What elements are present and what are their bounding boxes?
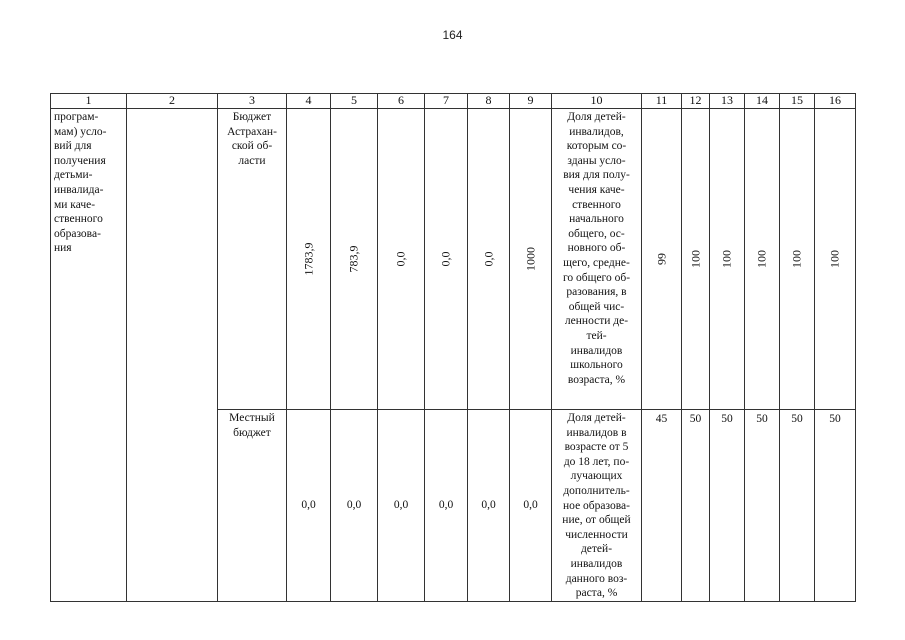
indicator-line: чения каче-	[568, 183, 625, 196]
funding-value-cell	[468, 109, 510, 410]
target-value-cell	[682, 410, 710, 602]
target-value: 45	[655, 413, 668, 425]
funding-value-cell	[510, 109, 552, 410]
measure-text-line: инвалида-	[54, 183, 104, 196]
indicator-line: которым со-	[566, 140, 627, 153]
measure-text-line: ственного	[54, 213, 103, 226]
column-header: 12	[682, 94, 710, 109]
target-value-cell	[745, 109, 780, 410]
table-row-regional-budget	[51, 109, 856, 410]
column-header: 14	[745, 94, 780, 109]
indicator-line: инвалидов	[570, 557, 623, 570]
target-value: 100	[688, 250, 703, 268]
target-value-cell	[780, 410, 815, 602]
measure-text-line: детьми-	[54, 169, 93, 182]
measure-text-line: вий для	[54, 140, 92, 153]
funding-value: 0,0	[438, 499, 454, 512]
indicator-line: инвалидов в	[566, 426, 627, 439]
funding-value-cell	[331, 109, 378, 410]
indicator-line: инвалидов	[570, 344, 623, 357]
column-header: 1	[51, 94, 127, 109]
column-number-row	[51, 94, 856, 109]
indicator-line: го общего об-	[562, 271, 631, 284]
column-header: 16	[815, 94, 856, 109]
funding-value-cell	[425, 410, 468, 602]
indicator-line: Доля детей-	[567, 412, 626, 424]
funding-source-cell	[218, 410, 287, 602]
funding-value: 1000	[523, 247, 538, 271]
measure-text-line: ния	[54, 242, 72, 255]
indicator-line: новного об-	[567, 242, 626, 255]
target-value: 50	[689, 413, 702, 425]
target-value-cell	[710, 109, 745, 410]
column-header: 11	[642, 94, 682, 109]
funding-source-line: ской об-	[231, 140, 273, 153]
column-header: 4	[287, 94, 331, 109]
column-header: 7	[425, 94, 468, 109]
column-header: 15	[780, 94, 815, 109]
indicator-line: ние, от общей	[562, 514, 631, 527]
indicator-line: щего, средне-	[563, 256, 630, 269]
funding-value-cell	[468, 410, 510, 602]
indicator-line: детей-	[580, 543, 613, 556]
funding-value: 0,0	[481, 251, 496, 267]
target-value-cell	[682, 109, 710, 410]
indicator-line: инвалидов,	[569, 125, 624, 138]
funding-source-cell	[218, 109, 287, 410]
funding-value-cell	[425, 109, 468, 410]
indicator-line: зданы усло-	[567, 154, 626, 167]
funding-value: 0,0	[301, 499, 316, 512]
target-value: 50	[756, 413, 768, 425]
funding-source-line: Бюджет	[232, 111, 272, 123]
indicator-line: возрасте от 5	[564, 441, 629, 454]
target-value: 100	[789, 250, 804, 268]
indicator-line: дополнитель-	[563, 484, 630, 497]
funding-value-cell	[331, 410, 378, 602]
indicator-line: школьного	[570, 359, 623, 372]
measure-text-line: ми каче-	[54, 198, 96, 211]
funding-value: 1783,9	[301, 242, 316, 276]
target-value-cell	[780, 109, 815, 410]
column-header: 6	[378, 94, 425, 109]
indicator-cell	[552, 410, 642, 602]
indicator-line: начального	[569, 213, 624, 226]
column-header: 5	[331, 94, 378, 109]
target-value: 100	[719, 250, 734, 268]
measure-text-line: мам) усло-	[54, 125, 107, 138]
indicator-line: разования, в	[566, 286, 627, 299]
indicator-line: Доля детей-	[567, 111, 626, 123]
target-value-cell	[710, 410, 745, 602]
indicator-line: общего, ос-	[568, 227, 625, 240]
funding-value: 0,0	[346, 499, 362, 512]
measure-text-line: образова-	[54, 227, 101, 240]
target-value: 50	[721, 413, 733, 425]
indicator-line: ное образова-	[563, 499, 630, 512]
indicator-line: общей чис-	[568, 300, 625, 313]
column-header: 3	[218, 94, 287, 109]
page-number: 164	[442, 28, 463, 42]
target-value-cell	[642, 410, 682, 602]
program-table	[50, 93, 856, 602]
funding-value-cell	[510, 410, 552, 602]
funding-source-line: Астрахан-	[227, 125, 277, 138]
column-header: 2	[127, 94, 218, 109]
empty-cell-col2	[127, 109, 218, 602]
indicator-line: ленности де-	[564, 315, 629, 328]
column-header: 10	[552, 94, 642, 109]
target-value-cell	[745, 410, 780, 602]
indicator-line: ственного	[572, 198, 621, 211]
target-value: 100	[827, 250, 842, 268]
target-value: 50	[829, 413, 841, 425]
column-header: 13	[710, 94, 745, 109]
target-value: 99	[654, 253, 669, 265]
funding-source-line: бюджет	[233, 426, 271, 439]
funding-value: 0,0	[438, 251, 453, 267]
target-value-cell	[815, 109, 856, 410]
column-header: 8	[468, 94, 510, 109]
target-value-cell	[815, 410, 856, 602]
funding-value: 0,0	[393, 499, 409, 512]
funding-value-cell	[378, 410, 425, 602]
target-value: 100	[754, 250, 769, 268]
column-header: 9	[510, 94, 552, 109]
program-measure-cell	[51, 109, 127, 602]
funding-value-cell	[378, 109, 425, 410]
funding-value-cell	[287, 410, 331, 602]
indicator-line: численности	[565, 528, 628, 541]
funding-value: 783,9	[346, 245, 361, 273]
indicator-line: лучающих	[570, 470, 623, 483]
indicator-line: вия для полу-	[563, 169, 630, 182]
funding-source-line: Местный	[229, 412, 275, 424]
indicator-cell	[552, 109, 642, 410]
indicator-line: возраста, %	[567, 373, 626, 386]
funding-source-line: ласти	[238, 154, 266, 167]
indicator-line: данного воз-	[565, 572, 628, 585]
target-value: 50	[791, 413, 803, 425]
indicator-line: до 18 лет, по-	[563, 455, 630, 468]
funding-value-cell	[287, 109, 331, 410]
funding-value: 0,0	[523, 499, 538, 512]
funding-value: 0,0	[481, 499, 496, 512]
indicator-line: тей-	[586, 329, 607, 342]
target-value-cell	[642, 109, 682, 410]
funding-value: 0,0	[393, 251, 408, 267]
indicator-line: раста, %	[575, 587, 618, 600]
measure-text-line: програм-	[54, 111, 99, 123]
measure-text-line: получения	[54, 154, 106, 167]
